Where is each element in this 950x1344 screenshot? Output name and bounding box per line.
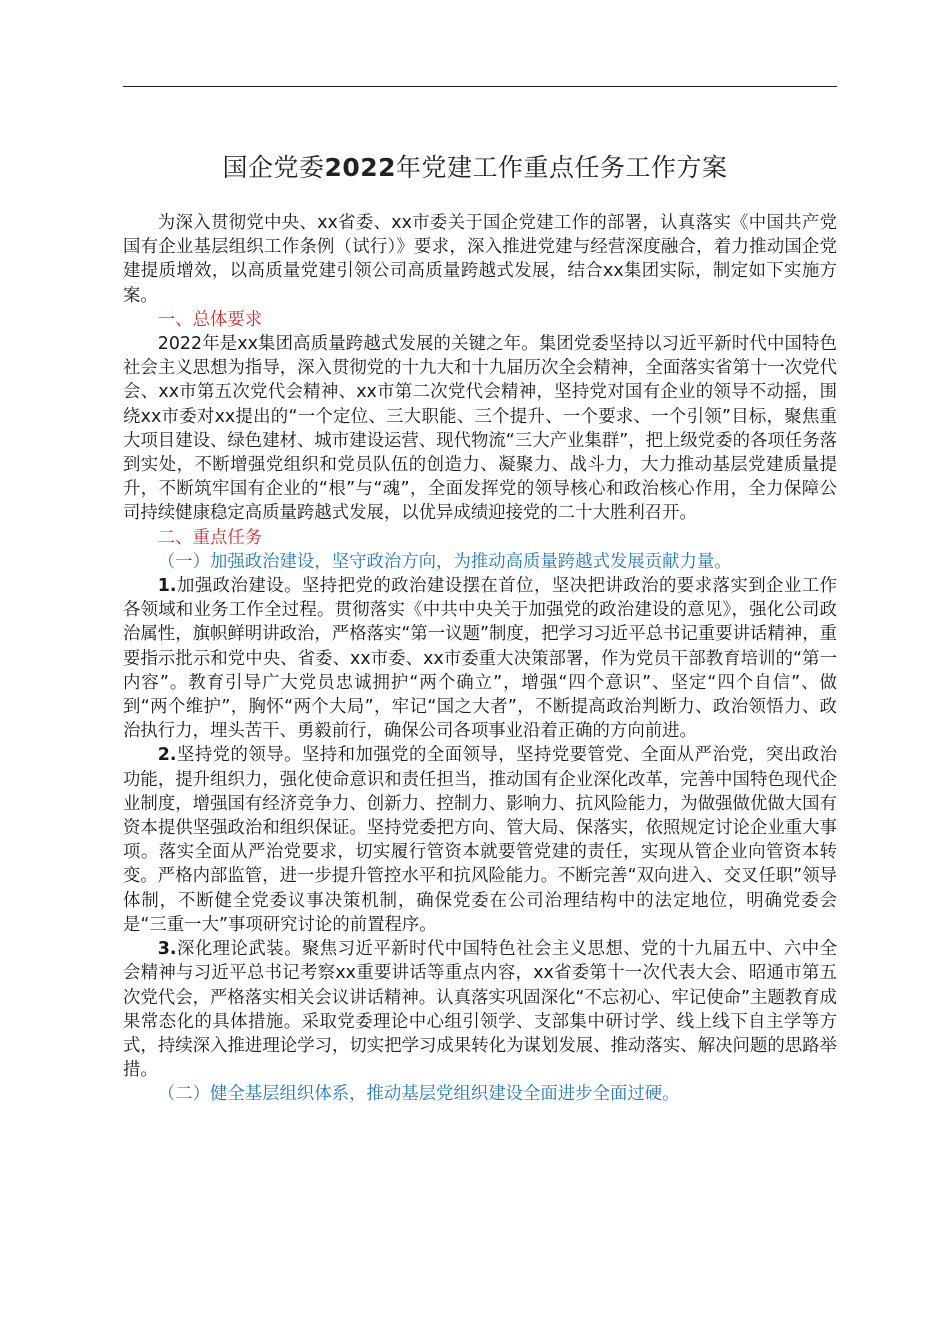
title-prefix: 国企党委 bbox=[222, 153, 325, 182]
subsection-heading-organization: （二）健全基层组织体系，推动基层党组织建设全面进步全面过硬。 bbox=[157, 1084, 680, 1105]
subsection-heading-political: （一）加强政治建设，坚守政治方向，为推动高质量跨越式发展贡献力量。 bbox=[157, 551, 732, 572]
title-suffix: 年党建工作重点任务工作方案 bbox=[396, 153, 728, 182]
title-year: 2022 bbox=[324, 153, 397, 182]
task-paragraph-1 bbox=[123, 574, 837, 743]
intro-paragraph: 为深入贯彻党中央、xx省委、xx市委关于国企党建工作的部署，认真落实《中国共产党国有企业基层组织工作条例（试行）》要求，深入推进党建与经营深度融合，着力推动国企党建提质增效，以高质量党建引领公司高质量跨越式发展，结合xx集团实际，制定如下实施方案。 bbox=[123, 213, 837, 306]
general-requirements-paragraph: 2022年是xx集团高质量跨越式发展的关键之年。集团党委坚持以习近平新时代中国特色社会主义思想为指导，深入贯彻党的十九大和十九届历次全会精神，全面落实省第十一次党代会、xx市第五次党代会精神、xx市第二次党代会精神，坚持党对国有企业的领导不动摇，围绕xx市委对xx提出的“一个定位、三大职能、三个提升、一个要求、一个引领”目标，聚焦重大项目建设、绿色建材、城市建设运营、现代物流“三大产业集群”，把上级党委的各项任务落到实处，不断增强党组织和党员队伍的创造力、凝聚力、战斗力，大力推动基层党建质量提升，不断筑牢国有企业的“根”与“魂”，全面发挥党的领导核心和政治核心作用，全力保障公司持续健康稳定高质量跨越式发展，以优异成绩迎接党的二十大胜利召开。 bbox=[123, 334, 837, 524]
document-title bbox=[0, 150, 950, 186]
section-heading-general: 一、总体要求 bbox=[157, 309, 263, 330]
task-text-2: 坚持党的领导。坚持和加强党的全面领导，坚持党要管党、全面从严治党，突出政治功能，提升组织力，强化使命意识和责任担当，推动国有企业深化改革，完善中国特色现代企业制度，增强国有经济竞争力、创新力、控制力、影响力、抗风险能力，为做强做优做大国有资本提供坚强政治和组织保证。坚持党委把方向、管大局、保落实，依照规定讨论企业重大事项。落实全面从严治党要求，切实履行管资本就要管党建的责任，实现从管企业向管资本转变。严格内部监管，进一步提升管控水平和抗风险能力。不断完善“双向进入、交叉任职”领导体制，不断健全党委议事决策机制，确保党委在公司治理结构中的法定地位，明确党委会是“三重一大”事项研究讨论的前置程序。 bbox=[123, 745, 837, 935]
task-paragraph-3 bbox=[123, 937, 837, 1082]
task-number-3: 3. bbox=[157, 939, 177, 960]
task-text-1: 加强政治建设。坚持把党的政治建设摆在首位，坚决把讲政治的要求落实到企业工作各领域和业务工作全过程。贯彻落实《中共中央关于加强党的政治建设的意见》，强化公司政治属性，旗帜鲜明讲政治，严格落实“第一议题”制度，把学习习近平总书记重要讲话精神，重要指示批示和党中央、省委、xx市委、xx市委重大决策部署，作为党员干部教育培训的“第一内容”。教育引导广大党员忠诚拥护“两个确立”，增强“四个意识”、坚定“四个自信”、做到“两个维护”，胸怀“两个大局”，牢记“国之大者”，不断提高政治判断力、政治领悟力、政治执行力，埋头苦干、勇毅前行，确保公司各项事业沿着正确的方向前进。 bbox=[123, 576, 837, 742]
task-text-3: 深化理论武装。聚焦习近平新时代中国特色社会主义思想、党的十九届五中、六中全会精神与习近平总书记考察xx重要讲话等重点内容，xx省委第十一次代表大会、昭通市第五次党代会，严格落实相关会议讲话精神。认真落实巩固深化“不忘初心、牢记使命”主题教育成果常态化的具体措施。采取党委理论中心组引领学、支部集中研讨学、线上线下自主学等方式，持续深入推进理论学习，切实把学习成果转化为谋划发展、推动落实、解决问题的思路举措。 bbox=[123, 939, 837, 1081]
header-rule bbox=[123, 86, 837, 87]
task-paragraph-2 bbox=[123, 743, 837, 937]
section-heading-key-tasks: 二、重点任务 bbox=[157, 527, 263, 548]
task-number-2: 2. bbox=[157, 745, 177, 766]
task-number-1: 1. bbox=[157, 576, 177, 597]
document-body bbox=[123, 211, 837, 1107]
